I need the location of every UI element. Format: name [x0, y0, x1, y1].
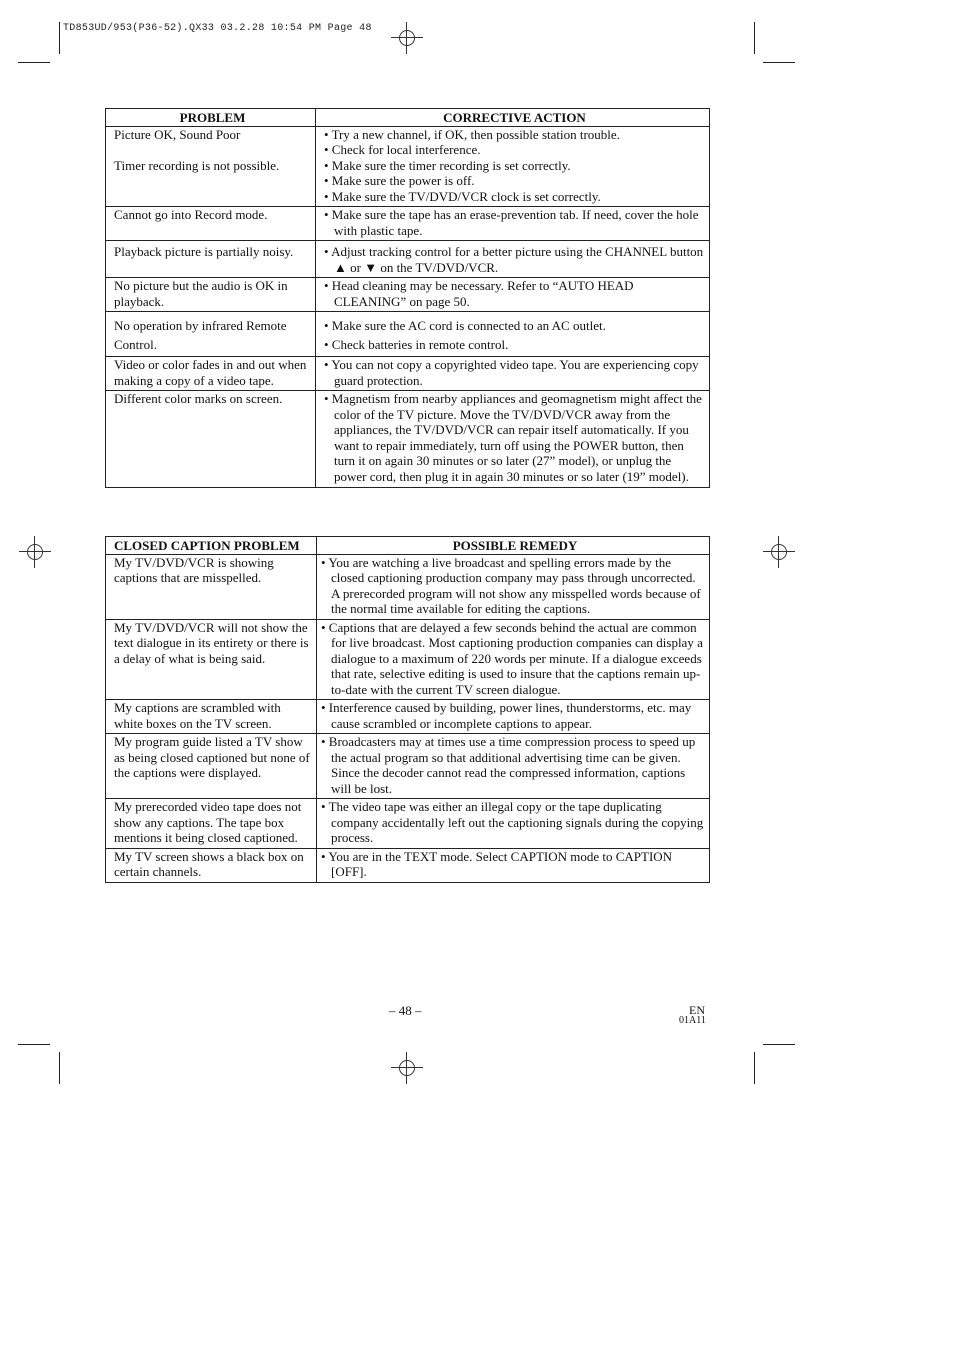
remedy-cell — [317, 848, 710, 882]
language-code: EN — [689, 1003, 705, 1017]
remedy-cell — [317, 554, 710, 619]
problem-cell: Different color marks on screen. — [106, 391, 316, 488]
crop-mark — [763, 62, 795, 63]
action-item: • Try a new channel, if OK, then possible station trouble. — [324, 126, 620, 142]
registration-mark-icon — [19, 536, 51, 568]
registration-mark-icon — [391, 1052, 423, 1084]
problem-cell — [106, 126, 316, 207]
document-code: 01A11 — [679, 1015, 706, 1026]
table-row — [106, 700, 710, 734]
action-cell — [316, 357, 710, 391]
table-row — [106, 554, 710, 619]
problem-cell: My captions are scrambled with white boxes on the TV screen. — [106, 700, 317, 734]
crop-mark — [754, 22, 755, 54]
remedy-cell — [317, 619, 710, 700]
action-item: • Make sure the timer recording is set correctly. — [324, 157, 571, 173]
problem-cell: No picture but the audio is OK in playback. — [106, 278, 316, 312]
table-header-row — [106, 109, 710, 127]
action-item: • Head cleaning may be necessary. Refer to “AUTO HEAD CLEANING” on page 50. — [324, 278, 634, 309]
crop-mark — [18, 62, 50, 63]
table-row — [106, 357, 710, 391]
table-row — [106, 391, 710, 488]
table-row — [106, 278, 710, 312]
table-row — [106, 241, 710, 278]
closed-caption-table — [105, 536, 710, 883]
table-row — [106, 312, 710, 357]
remedy-cell — [317, 799, 710, 849]
table-row — [106, 734, 710, 799]
problem-cell: No operation by infrared Remote Control. — [106, 312, 316, 357]
action-cell — [316, 391, 710, 488]
table-row — [106, 799, 710, 849]
column-header-possible-remedy: POSSIBLE REMEDY — [317, 537, 710, 555]
action-item: • Check batteries in remote control. — [324, 337, 509, 352]
problem-cell: My prerecorded video tape does not show any captions. The tape box mentions it being closed captioned. — [106, 799, 317, 849]
remedy-item: • You are in the TEXT mode. Select CAPTION mode to CAPTION [OFF]. — [321, 848, 673, 879]
print-slug: TD853UD/953(P36-52).QX33 03.2.28 10:54 PM Page 48 — [63, 23, 372, 34]
action-item: • Make sure the power is off. — [324, 173, 475, 188]
problem-cell: My program guide listed a TV show as being closed captioned but none of the captions were displayed. — [106, 734, 317, 799]
action-item: • You can not copy a copyrighted video tape. You are experiencing copy guard protection. — [324, 357, 699, 388]
action-cell — [316, 207, 710, 241]
problem-cell: Cannot go into Record mode. — [106, 207, 316, 241]
remedy-item: • Interference caused by building, power lines, thunderstorms, etc. may cause scrambled or incomplete captions to appear. — [321, 700, 692, 731]
crop-mark — [59, 1052, 60, 1084]
remedy-item: • Broadcasters may at times use a time compression process to speed up the actual program so that additional advertising time can be given. Since the decoder cannot read the compressed information, captions will be lost. — [321, 734, 696, 796]
crop-mark — [754, 1052, 755, 1084]
crop-mark — [763, 1044, 795, 1045]
action-cell — [316, 241, 710, 278]
problem-text: Picture OK, Sound Poor — [114, 126, 241, 142]
problem-cell: My TV/DVD/VCR is showing captions that are misspelled. — [106, 554, 317, 619]
table-row — [106, 126, 710, 207]
action-cell — [316, 278, 710, 312]
problem-cell: Playback picture is partially noisy. — [106, 241, 316, 278]
troubleshooting-table — [105, 108, 710, 488]
table-row — [106, 619, 710, 700]
remedy-cell — [317, 700, 710, 734]
action-item: • Make sure the TV/DVD/VCR clock is set correctly. — [324, 188, 601, 204]
remedy-cell — [317, 734, 710, 799]
table-row — [106, 848, 710, 882]
crop-mark — [59, 22, 60, 54]
column-header-problem: PROBLEM — [106, 109, 316, 127]
action-item: • Adjust tracking control for a better picture using the CHANNEL button ▲ or ▼ on the TV/DVD/VCR. — [324, 244, 704, 275]
action-item: • Make sure the tape has an erase-prevention tab. If need, cover the hole with plastic tape. — [324, 207, 699, 238]
table-row — [106, 207, 710, 241]
action-cell — [316, 126, 710, 207]
remedy-item: • The video tape was either an illegal copy or the tape duplicating company accidentally left out the captioning signals during the copying process. — [321, 799, 704, 845]
action-item: • Make sure the AC cord is connected to an AC outlet. — [324, 318, 606, 333]
problem-text: Timer recording is not possible. — [114, 158, 280, 173]
page-number: – 48 – — [389, 1003, 422, 1018]
problem-cell: My TV/DVD/VCR will not show the text dialogue in its entirety or there is a delay of what is being said. — [106, 619, 317, 700]
remedy-item: • You are watching a live broadcast and spelling errors made by the closed captioning production company may pass through uncorrected. A prerecorded program will not show any misspelled words because of the normal time available for editing the captions. — [321, 554, 701, 616]
action-cell — [316, 312, 710, 357]
table-header-row — [106, 537, 710, 555]
registration-mark-icon — [391, 22, 423, 54]
action-item: • Magnetism from nearby appliances and geomagnetism might affect the color of the TV picture. Move the TV/DVD/VCR away from the appliances, the TV/DVD/VCR can repair itself automatically. If you want to repair immediately, turn off using the POWER button, then turn it on again 30 minutes or so later (27” model), or unplug the power cord, then plug it in again 30 minutes or so later (19” model). — [324, 391, 702, 484]
column-header-corrective-action: CORRECTIVE ACTION — [316, 109, 710, 127]
problem-cell: My TV screen shows a black box on certain channels. — [106, 848, 317, 882]
action-item: • Check for local interference. — [324, 142, 481, 157]
remedy-item: • Captions that are delayed a few seconds behind the actual are common for live broadcast. Most captioning production companies can display a dialogue to a maximum of 220 words per minute. If a dialogue exceeds that rate, selective editing is used to insure that the captions remain up-to-date with the current TV screen dialogue. — [321, 619, 703, 697]
crop-mark — [18, 1044, 50, 1045]
problem-cell: Video or color fades in and out when making a copy of a video tape. — [106, 357, 316, 391]
registration-mark-icon — [763, 536, 795, 568]
column-header-closed-caption-problem: CLOSED CAPTION PROBLEM — [106, 537, 317, 555]
